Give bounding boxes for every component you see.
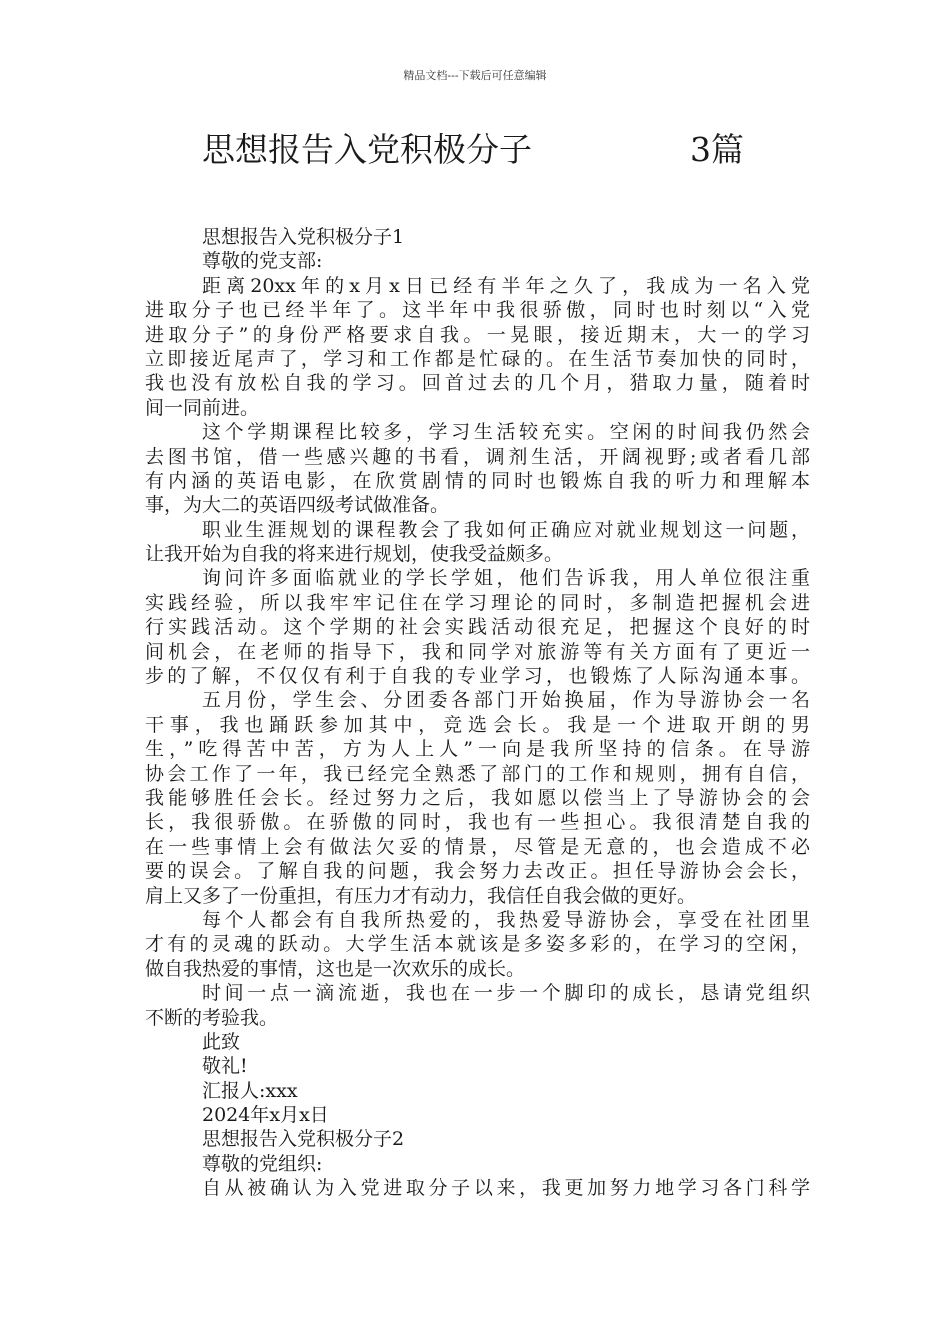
text-line: 间一同前进。	[145, 396, 260, 419]
text-line: 实践经验，所以我牢牢记住在学习理论的同时，多制造把握机会进	[145, 591, 810, 614]
text-line: 尊敬的党支部:	[202, 250, 323, 273]
text-line: 间机会，在老师的指导下，我和同学对旅游等有关方面有了更近一	[145, 640, 810, 663]
text-line: 长，我很骄傲。在骄傲的同时，我也有一些担心。我很清楚自我的	[145, 811, 810, 834]
text-line: 此致	[202, 1030, 241, 1053]
text-line: 五月份，学生会、分团委各部门开始换届，作为导游协会一名	[202, 689, 810, 712]
text-line: 不断的考验我。	[145, 1006, 279, 1029]
text-line: 进取分子”的身份严格要求自我。一晃眼，接近期末，大一的学习	[145, 323, 810, 346]
text-line: 干事，我也踊跃参加其中，竞选会长。我是一个进取开朗的男	[145, 713, 810, 736]
text-line: 我能够胜任会长。经过努力之后，我如愿以偿当上了导游协会的会	[145, 786, 810, 809]
text-line: 立即接近尾声了，学习和工作都是忙碌的。在生活节奏加快的同时，	[145, 347, 810, 370]
text-line: 生，”吃得苦中苦，方为人上人”一向是我所坚持的信条。在导游	[145, 738, 810, 761]
text-line: 才有的灵魂的跃动。大学生活本就该是多姿多彩的，在学习的空闲，	[145, 933, 810, 956]
text-line: 职业生涯规划的课程教会了我如何正确应对就业规划这一问题，	[202, 518, 810, 541]
document-body	[145, 225, 810, 1201]
text-line: 思想报告入党积极分子2	[202, 1128, 405, 1151]
document-title: 思想报告入党积极分子	[202, 130, 532, 169]
text-line: 步的了解，不仅仅有利于自我的专业学习，也锻炼了人际沟通本事。	[145, 665, 810, 688]
text-line: 让我开始为自我的将来进行规划，使我受益颇多。	[145, 543, 564, 566]
text-line: 做自我热爱的事情，这也是一次欢乐的成长。	[145, 957, 526, 980]
text-line: 时间一点一滴流逝，我也在一步一个脚印的成长，恳请党组织	[202, 982, 810, 1005]
text-line: 我也没有放松自我的学习。回首过去的几个月，猎取力量，随着时	[145, 372, 810, 395]
text-line: 敬礼!	[202, 1055, 248, 1078]
text-line: 询问许多面临就业的学长学姐，他们告诉我，用人单位很注重	[202, 567, 810, 590]
text-line: 思想报告入党积极分子1	[202, 226, 405, 248]
document-count: 3篇	[690, 130, 744, 169]
text-line: 这个学期课程比较多，学习生活较充实。空闲的时间我仍然会	[202, 421, 810, 444]
text-line: 尊敬的党组织:	[202, 1152, 323, 1175]
text-line: 每个人都会有自我所热爱的，我热爱导游协会，享受在社团里	[202, 908, 810, 931]
text-line: 肩上又多了一份重担，有压力才有动力，我信任自我会做的更好。	[145, 884, 697, 907]
text-line: 协会工作了一年，我已经完全熟悉了部门的工作和规则，拥有自信，	[145, 762, 810, 785]
text-line: 要的误会。了解自我的问题，我会努力去改正。担任导游协会会长，	[145, 860, 810, 883]
text-line: 在一些事情上会有做法欠妥的情景，尽管是无意的，也会造成不必	[145, 835, 810, 858]
text-line: 行实践活动。这个学期的社会实践活动很充足，把握这个良好的时	[145, 616, 810, 639]
text-line: 汇报人:xxx	[202, 1079, 298, 1102]
text-line: 去图书馆，借一些感兴趣的书看，调剂生活，开阔视野;或者看几部	[145, 445, 810, 468]
text-line: 2024年x月x日	[202, 1104, 329, 1127]
text-line: 自从被确认为入党进取分子以来，我更加努力地学习各门科学	[202, 1177, 810, 1200]
header-note: 精品文档---下载后可任意编辑	[403, 69, 547, 82]
text-line: 事，为大二的英语四级考试做准备。	[145, 494, 450, 517]
text-line: 距离20xx年的x月x日已经有半年之久了，我成为一名入党	[202, 274, 810, 297]
text-line: 有内涵的英语电影，在欣赏剧情的同时也锻炼自我的听力和理解本	[145, 469, 810, 492]
text-line: 进取分子也已经半年了。这半年中我很骄傲，同时也时刻以“入党	[145, 299, 810, 322]
